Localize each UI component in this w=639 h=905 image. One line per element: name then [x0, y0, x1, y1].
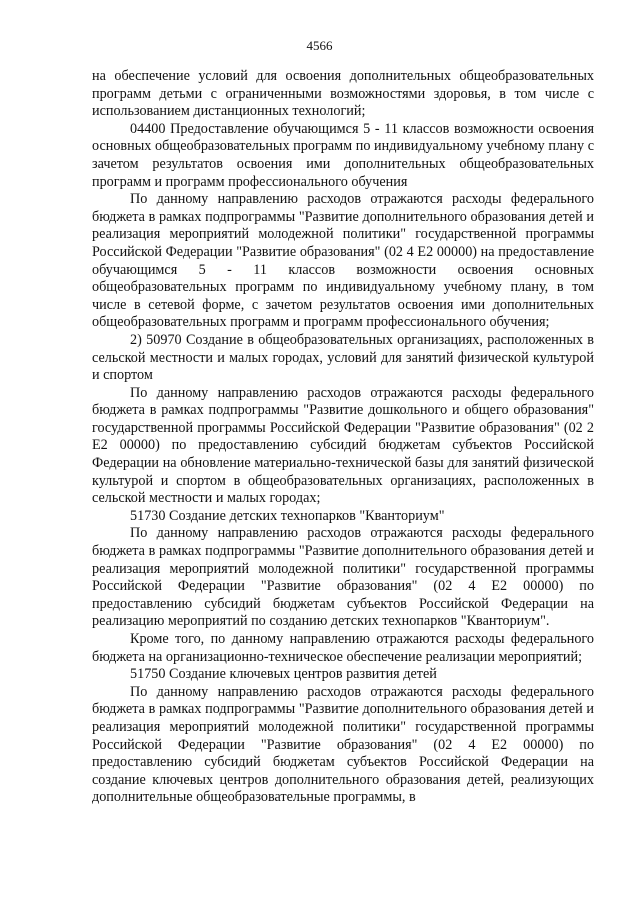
paragraph-body: По данному направлению расходов отражаются расходы федерального бюджета в рамках подпрограммы "Развитие дополнительного образования детей и реализация мероприятий молодежной политики" государственной программы Российской Федерации "Развитие образования" (02 4 Е2 00000) на предоставление обучающимся 5 - 11 классов возможности освоения основных общеобразовательных программ по индивидуальному учебному плану, в том числе в сетевой форме, с зачетом результатов освоения ими дополнительных общеобразовательных программ и программ профессионального обучения; [92, 191, 594, 331]
paragraph-heading-04400: 04400 Предоставление обучающимся 5 - 11 классов возможности освоения основных общеобразовательных программ по индивидуальному учебному плану с зачетом результатов освоения ими дополнительных общеобразовательных программ и программ профессионального обучения [92, 120, 594, 190]
paragraph-continuation: на обеспечение условий для освоения дополнительных общеобразовательных программ детьми с ограниченными возможностями здоровья, в том числе с использованием дистанционных технологий; [92, 68, 594, 120]
paragraph-body: По данному направлению расходов отражаются расходы федерального бюджета в рамках подпрограммы "Развитие дополнительного образования детей и реализация мероприятий молодежной политики" государственной программы Российской Федерации "Развитие образования" (02 4 Е2 00000) по предоставлению субсидий бюджетам субъектов Российской Федерации на реализацию мероприятий по созданию детских технопарков "Кванториум". [92, 525, 594, 630]
paragraph-body: Кроме того, по данному направлению отражаются расходы федерального бюджета на организационно-техническое обеспечение реализации мероприятий; [92, 631, 594, 665]
page-number: 4566 [306, 38, 333, 53]
paragraph-heading-51730: 51730 Создание детских технопарков "Кванториум" [130, 507, 445, 524]
paragraph-heading-50970: 2) 50970 Создание в общеобразовательных организациях, расположенных в сельской местности и малых городах, условий для занятий физической культурой и спортом [92, 331, 594, 384]
paragraph-body: По данному направлению расходов отражаются расходы федерального бюджета в рамках подпрограммы "Развитие дополнительного образования детей и реализация мероприятий молодежной политики" государственной программы Российской Федерации "Развитие образования" (02 4 Е2 00000) по предоставлению субсидий бюджетам субъектов Российской Федерации на создание ключевых центров дополнительного образования детей, реализующих дополнительные общеобразовательные программы, в [92, 683, 594, 806]
paragraph-body: По данному направлению расходов отражаются расходы федерального бюджета в рамках подпрограммы "Развитие дошкольного и общего образования" государственной программы Российской Федерации "Развитие образования" (02 2 Е2 00000) по предоставлению субсидий бюджетам субъектов Российской Федерации на обновление материально-технической базы для занятий физической культурой и спортом в общеобразовательных организациях, расположенных в сельской местности и малых городах; [92, 384, 594, 507]
document-body [92, 68, 594, 807]
paragraph-heading-51750: 51750 Создание ключевых центров развития детей [130, 666, 437, 683]
